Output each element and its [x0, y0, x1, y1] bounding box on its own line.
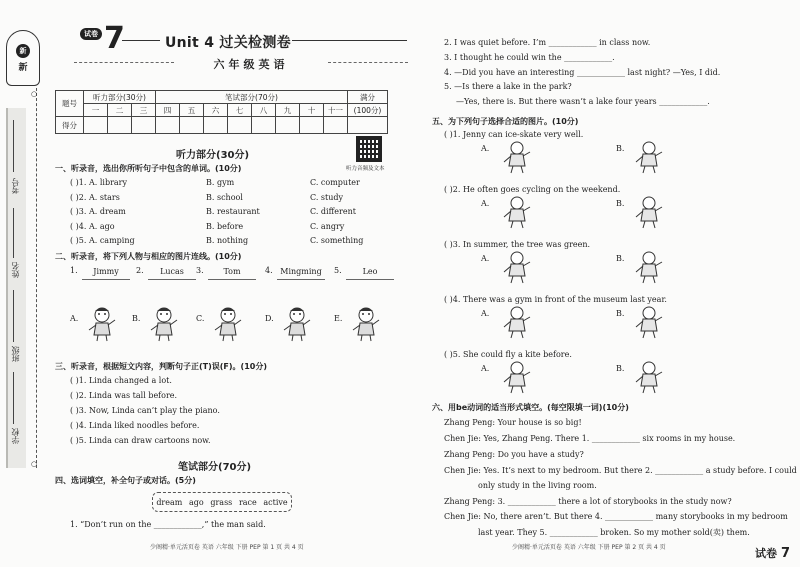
q2-number: 2. [136, 266, 144, 275]
q5-option-a[interactable]: A. [481, 364, 490, 373]
word-ago: ago [189, 497, 204, 507]
q6-dialogue-line: Zhang Peng: Your house is so big! [444, 418, 582, 427]
q5-option-a[interactable]: A. [481, 144, 490, 153]
listening-title: 听力部分(30分) [176, 150, 250, 161]
paper-number: 7 [104, 21, 125, 56]
q2-title: 二、听录音，将下列人物与相应的图片连线。(10分) [55, 252, 242, 261]
q2-number: 4. [265, 266, 273, 275]
q1-option-a[interactable]: ( )2. A. stars [70, 192, 120, 202]
q5-picture[interactable] [632, 250, 666, 284]
score-cell[interactable] [228, 117, 252, 134]
q5-item[interactable]: ( )3. In summer, the tree was green. [444, 240, 591, 249]
listening-group: 听力部分(30分) [84, 91, 156, 104]
q5-option-b[interactable]: B. [616, 309, 625, 318]
score-cell[interactable] [108, 117, 132, 134]
footer-left: 少阁精·单元活页卷 英语 六年级 下册 PEP 第 1 页 共 4 页 [150, 544, 304, 551]
header-dash [328, 62, 408, 63]
exam-header [60, 22, 410, 72]
q1-option-b[interactable]: B. gym [206, 178, 235, 187]
q6-dialogue-line: Zhang Peng: 3. ____________ there a lot of storybooks in the study now? [444, 497, 732, 506]
col-7: 七 [228, 104, 252, 117]
q2-name-box: Jimmy [82, 264, 130, 280]
score-cell[interactable] [84, 117, 108, 134]
q3-statement[interactable]: ( )1. Linda changed a lot. [70, 376, 172, 385]
q1-option-a[interactable]: ( )4. A. ago [70, 221, 115, 231]
q3-statement[interactable]: ( )2. Linda was tall before. [70, 391, 178, 400]
q2-name-box: Mingming [277, 264, 325, 280]
q5-picture[interactable] [500, 360, 534, 394]
q5-option-a[interactable]: A. [481, 309, 490, 318]
writing-title: 笔试部分(70分) [178, 462, 252, 473]
strip-bar [6, 108, 26, 468]
word-dream: dream [156, 497, 183, 507]
q5-option-b[interactable]: B. [616, 199, 625, 208]
col-3: 三 [132, 104, 156, 117]
q5-item[interactable]: ( )2. He often goes cycling on the weekend. [444, 185, 621, 194]
q1-option-b[interactable]: B. restaurant [206, 207, 260, 216]
total-label: 满分 [348, 91, 388, 104]
col-1: 一 [84, 104, 108, 117]
q2-picture[interactable] [84, 306, 120, 342]
cut-mark: ○ [31, 460, 38, 468]
score-cell[interactable] [180, 117, 204, 134]
q5-picture[interactable] [500, 250, 534, 284]
q4-item: 4. —Did you have an interesting ____________ last night? —Yes, I did. [444, 68, 721, 77]
header-rule [292, 40, 407, 41]
q2-number: 5. [334, 266, 342, 275]
q3-statement[interactable]: ( )4. Linda liked noodles before. [70, 421, 200, 430]
q6-dialogue-line: Chen Jie: Yes. It’s next to my bedroom. But there 2. ____________ a study before. I could [444, 466, 797, 475]
q1-option-c[interactable]: C. different [310, 207, 356, 216]
q2-name-box: Leo [346, 264, 394, 280]
q2-picture[interactable] [146, 306, 182, 342]
q2-name-box: Lucas [148, 264, 196, 280]
q5-picture[interactable] [500, 195, 534, 229]
q1-option-c[interactable]: C. study [310, 192, 344, 202]
q5-picture[interactable] [500, 305, 534, 339]
q2-picture[interactable] [279, 306, 315, 342]
q3-statement[interactable]: ( )5. Linda can draw cartoons now. [70, 436, 211, 445]
footer-right: 少阁精·单元活页卷 英语 六年级 下册 PEP 第 2 页 共 4 页 [512, 544, 666, 551]
word-bank [152, 492, 292, 512]
q6-dialogue-line: Chen Jie: Yes, Zhang Peng. There 1. ____________ six rooms in my house. [444, 434, 736, 443]
q3-title: 三、听录音，根据短文内容，判断句子正(T)误(F)。(10分) [55, 362, 267, 371]
q1-option-c[interactable]: C. angry [310, 221, 345, 231]
binding-strip [0, 0, 46, 567]
score-cell[interactable] [156, 117, 180, 134]
col-5: 五 [180, 104, 204, 117]
header-rule [122, 40, 160, 41]
q4-item-1: 1. “Don’t run on the ____________,” the man said. [70, 520, 266, 529]
q5-picture[interactable] [632, 195, 666, 229]
total-value: (100分) [348, 104, 388, 117]
qr-code[interactable] [356, 136, 382, 162]
q6-dialogue-line: Chen Jie: No, there aren’t. But there 4. ____________ many storybooks in my bedroom [444, 512, 788, 521]
col-2: 二 [108, 104, 132, 117]
q1-option-b[interactable]: B. before [206, 221, 244, 231]
corner-badge: 试卷 7 [754, 546, 790, 561]
col-11: 十一 [324, 104, 348, 117]
col-4: 四 [156, 104, 180, 117]
q5-option-b[interactable]: B. [616, 254, 625, 263]
q4-title: 四、选词填空，补全句子或对话。(5分) [55, 476, 196, 485]
score-cell[interactable] [204, 117, 228, 134]
score-cell[interactable] [348, 117, 388, 134]
q5-item[interactable]: ( )1. Jenny can ice-skate very well. [444, 130, 584, 139]
q5-picture[interactable] [632, 305, 666, 339]
q6-dialogue-line: only study in the living room. [478, 481, 597, 490]
col-10: 十 [300, 104, 324, 117]
col-8: 八 [252, 104, 276, 117]
q2-picture-letter: D. [265, 314, 274, 323]
field-class: 班级 [11, 346, 20, 362]
qr-caption: 听力音频及文本 [346, 166, 385, 172]
score-label: 得分 [56, 117, 84, 134]
q5-option-b[interactable]: B. [616, 364, 625, 373]
q6-title: 六、用be动词的适当形式填空。(每空限填一词)(10分) [432, 403, 629, 412]
q2-picture[interactable] [210, 306, 246, 342]
q2-picture-letter: B. [132, 314, 141, 323]
q4-item: 3. I thought he could win the ____________. [444, 53, 615, 62]
q2-picture-letter: A. [70, 314, 79, 323]
score-cell[interactable] [324, 117, 348, 134]
paper-badge: 试卷 [80, 28, 102, 40]
score-cell[interactable] [252, 117, 276, 134]
q5-picture[interactable] [500, 140, 534, 174]
publisher-logo: 新 新 [6, 30, 40, 86]
field-line[interactable] [13, 372, 14, 424]
q1-option-a[interactable]: ( )3. A. dream [70, 207, 126, 216]
q1-option-a[interactable]: ( )1. A. library [70, 178, 127, 187]
q5-item[interactable]: ( )5. She could fly a kite before. [444, 350, 572, 359]
score-cell[interactable] [276, 117, 300, 134]
q2-picture-letter: C. [196, 314, 205, 323]
header-dash [74, 62, 174, 63]
field-line[interactable] [13, 208, 14, 258]
q6-dialogue-line: last year. They 5. ____________ broken. So my mother sold(卖) them. [478, 528, 750, 537]
field-school: 学校 [11, 428, 20, 444]
q4-item: 2. I was quiet before. I’m ____________ in class now. [444, 38, 651, 47]
field-line[interactable] [13, 290, 14, 342]
q1-title: 一、听录音，选出你所听句子中包含的单词。(10分) [55, 164, 242, 173]
col-6: 六 [204, 104, 228, 117]
cut-line [36, 88, 37, 468]
field-exam-number: 考号 [11, 178, 20, 194]
score-table [55, 90, 388, 134]
q2-number: 3. [196, 266, 204, 275]
q1-option-b[interactable]: B. nothing [206, 236, 249, 245]
q5-title: 五、为下列句子选择合适的图片。(10分) [432, 117, 579, 126]
q5-picture[interactable] [632, 140, 666, 174]
col-9: 九 [276, 104, 300, 117]
q1-option-c[interactable]: C. computer [310, 178, 360, 187]
score-cell[interactable] [300, 117, 324, 134]
q2-picture-letter: E. [334, 314, 343, 323]
q5-option-a[interactable]: A. [481, 254, 490, 263]
q3-statement[interactable]: ( )3. Now, Linda can’t play the piano. [70, 406, 220, 415]
q5-item[interactable]: ( )4. There was a gym in front of the museum last year. [444, 295, 667, 304]
cut-mark: ○ [31, 90, 38, 98]
q4-item: —Yes, there is. But there wasn’t a lake four years ____________. [456, 97, 710, 106]
q1-option-a[interactable]: ( )5. A. camping [70, 236, 135, 245]
word-race: race [238, 497, 257, 507]
subtitle: 六年级英语 [213, 58, 289, 71]
writing-group: 笔试部分(70分) [156, 91, 348, 104]
q2-name-box: Tom [208, 264, 256, 280]
q6-dialogue-line: Zhang Peng: Do you have a study? [444, 450, 584, 459]
q5-option-b[interactable]: B. [616, 144, 625, 153]
q5-picture[interactable] [632, 360, 666, 394]
q1-option-b[interactable]: B. school [206, 192, 243, 202]
q4-item: 5. —Is there a lake in the park? [444, 82, 572, 91]
score-cell[interactable] [132, 117, 156, 134]
q2-number: 1. [70, 266, 78, 275]
q5-option-a[interactable]: A. [481, 199, 490, 208]
page-title: Unit 4 过关检测卷 [165, 35, 291, 51]
word-grass: grass [210, 497, 233, 507]
topic-label: 题号 [56, 91, 84, 117]
field-name: 姓名 [11, 262, 20, 278]
field-line[interactable] [13, 120, 14, 172]
word-active: active [263, 497, 288, 507]
q2-picture[interactable] [348, 306, 384, 342]
q1-option-c[interactable]: C. something [310, 236, 364, 245]
